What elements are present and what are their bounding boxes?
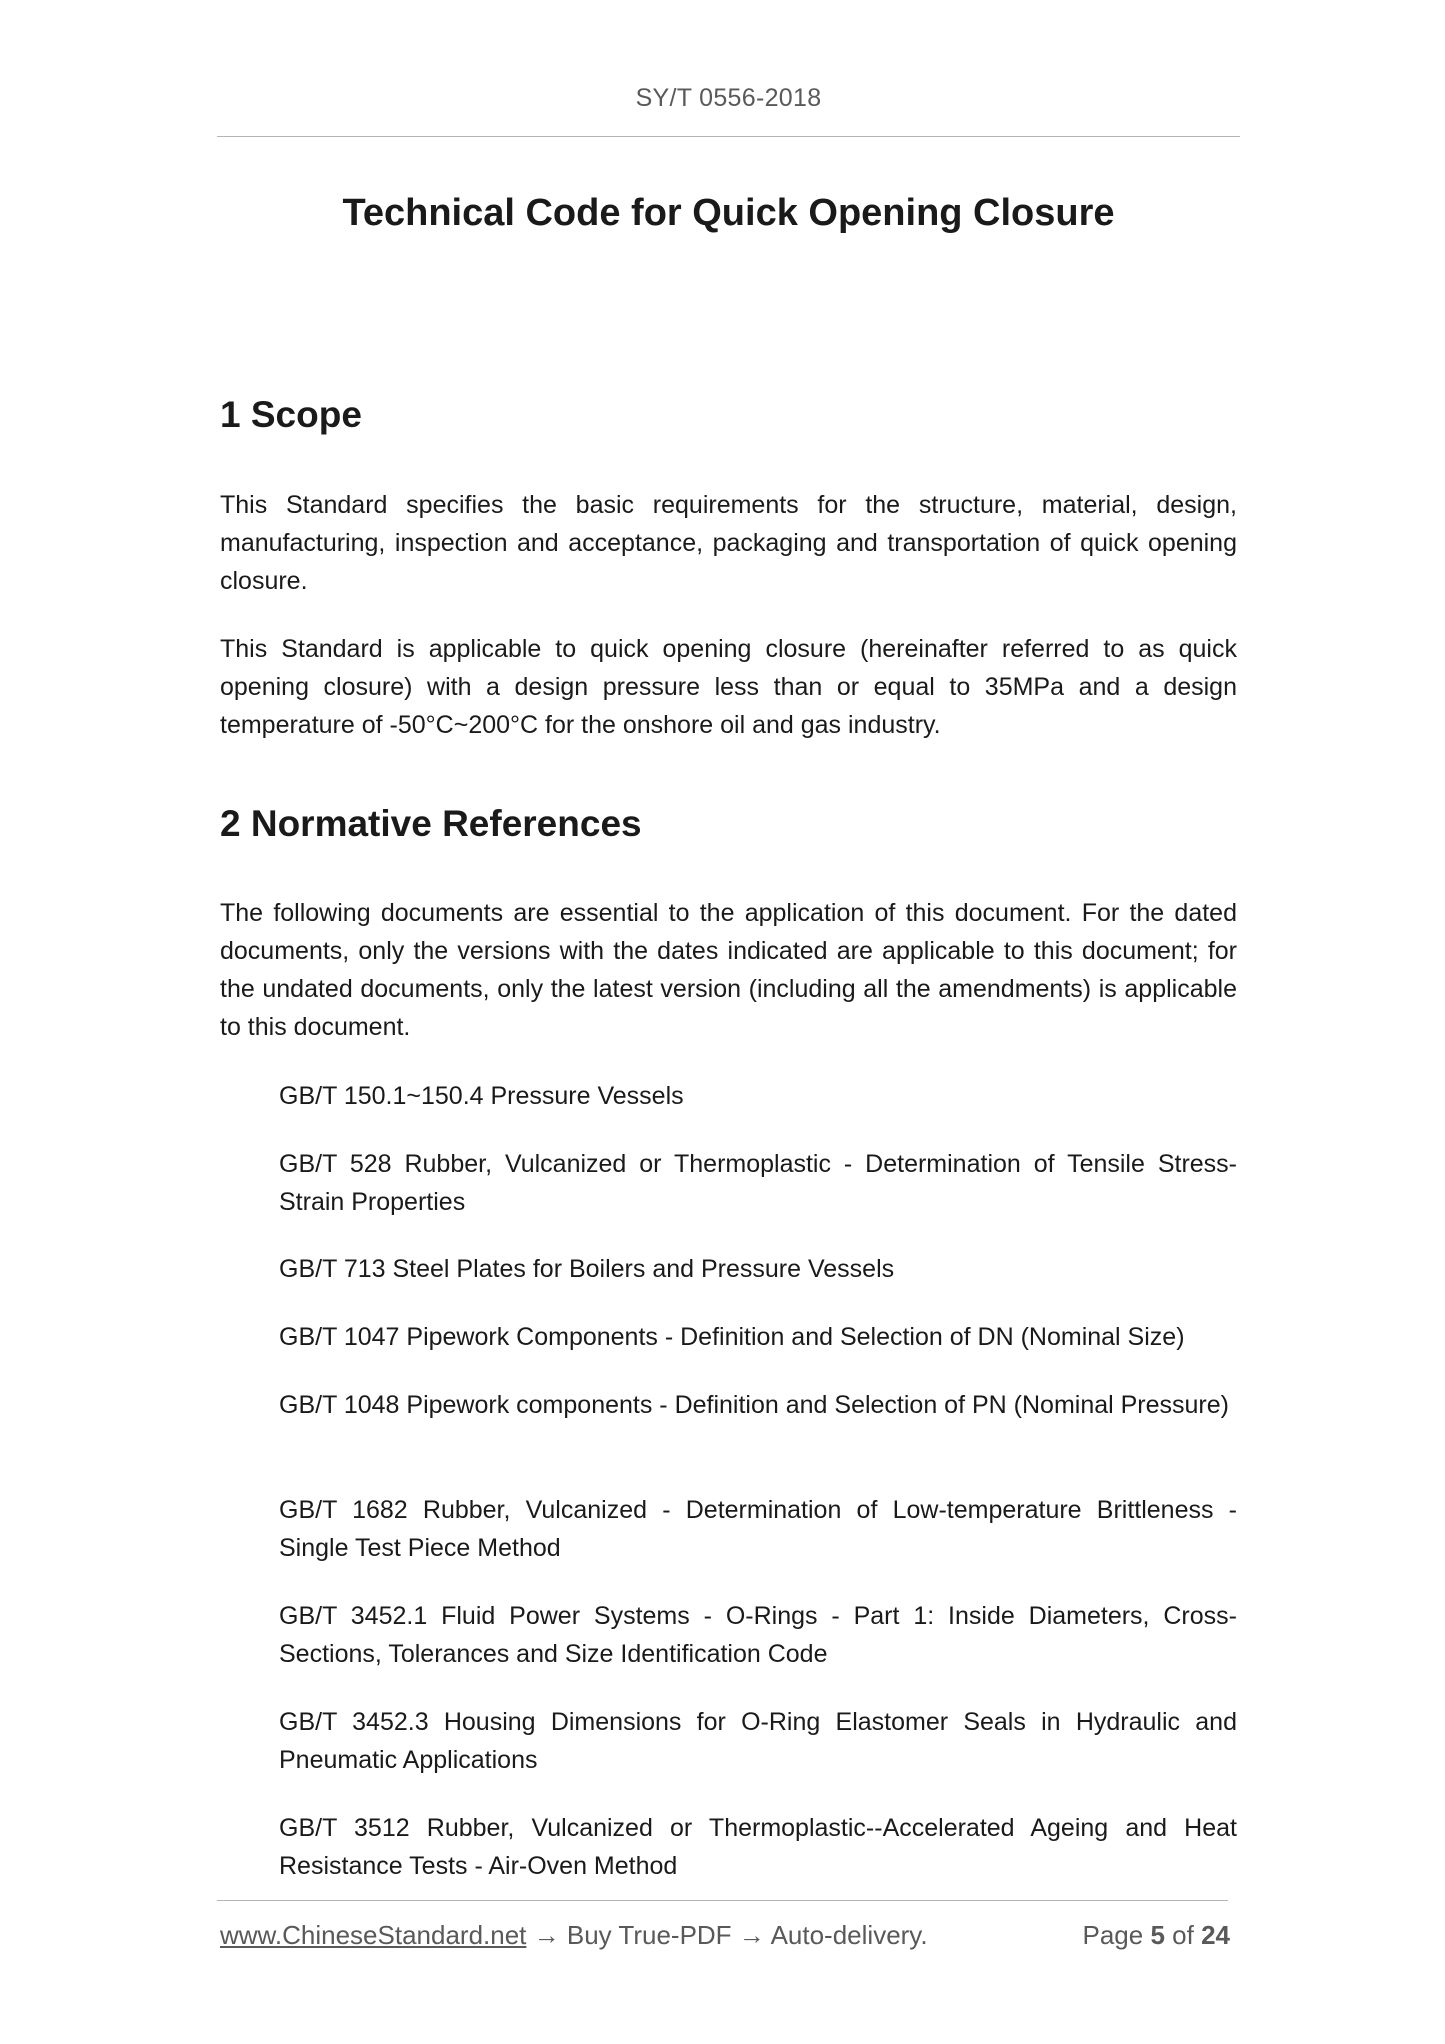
page-of-label: of [1172, 1920, 1194, 1950]
scope-paragraph-1: This Standard specifies the basic requirements for the structure, material, design, manufacturing, inspection and acceptance, packaging and transportation of quick opening closure. [220, 491, 1237, 595]
reference-item: GB/T 1047 Pipework Components - Definition and Selection of DN (Nominal Size) [279, 1323, 1185, 1351]
reference-item: GB/T 3452.1 Fluid Power Systems - O-Rings - Part 1: Inside Diameters, Cross-Sections, Tolerances and Size Identification Code [279, 1602, 1237, 1668]
references-intro-paragraph: The following documents are essential to the application of this document. For the dated documents, only the versions with the dates indicated are applicable to this document; for the undated documents, only the latest version (including all the amendments) is applicable to this document. [220, 899, 1237, 1041]
footer-divider [217, 1900, 1228, 1901]
reference-item: GB/T 1048 Pipework components - Definition and Selection of PN (Nominal Pressure) [279, 1391, 1229, 1419]
chinese-standard-link[interactable]: www.ChineseStandard.net [220, 1920, 527, 1950]
current-page-number: 5 [1150, 1920, 1165, 1950]
section-heading-normative-references: 2 Normative References [220, 803, 642, 844]
footer-promo [220, 1920, 928, 1951]
reference-item: GB/T 528 Rubber, Vulcanized or Thermoplastic - Determination of Tensile Stress-Strain Properties [279, 1150, 1237, 1216]
reference-item: GB/T 3512 Rubber, Vulcanized or Thermoplastic--Accelerated Ageing and Heat Resistance Tests - Air-Oven Method [279, 1814, 1237, 1880]
total-page-count: 24 [1201, 1920, 1230, 1950]
reference-item: GB/T 3452.3 Housing Dimensions for O-Ring Elastomer Seals in Hydraulic and Pneumatic Applications [279, 1708, 1237, 1774]
scope-paragraph-2: This Standard is applicable to quick opening closure (hereinafter referred to as quick opening closure) with a design pressure less than or equal to 35MPa and a design temperature of -50°C~200°C for the onshore oil and gas industry. [220, 635, 1237, 739]
page-header [217, 84, 1240, 137]
page-label: Page [1082, 1920, 1144, 1950]
section-heading-scope: 1 Scope [220, 394, 362, 435]
document-title: Technical Code for Quick Opening Closure [342, 192, 1115, 234]
page-footer [220, 1920, 1230, 1956]
reference-item: GB/T 713 Steel Plates for Boilers and Pressure Vessels [279, 1255, 895, 1283]
reference-item: GB/T 150.1~150.4 Pressure Vessels [279, 1082, 684, 1110]
reference-item: GB/T 1682 Rubber, Vulcanized - Determination of Low-temperature Brittleness - Single Test Piece Method [279, 1496, 1237, 1562]
standard-code: SY/T 0556-2018 [635, 84, 822, 112]
page-indicator [1082, 1920, 1230, 1951]
footer-promo-text: → Buy True-PDF → Auto-delivery. [526, 1920, 928, 1950]
